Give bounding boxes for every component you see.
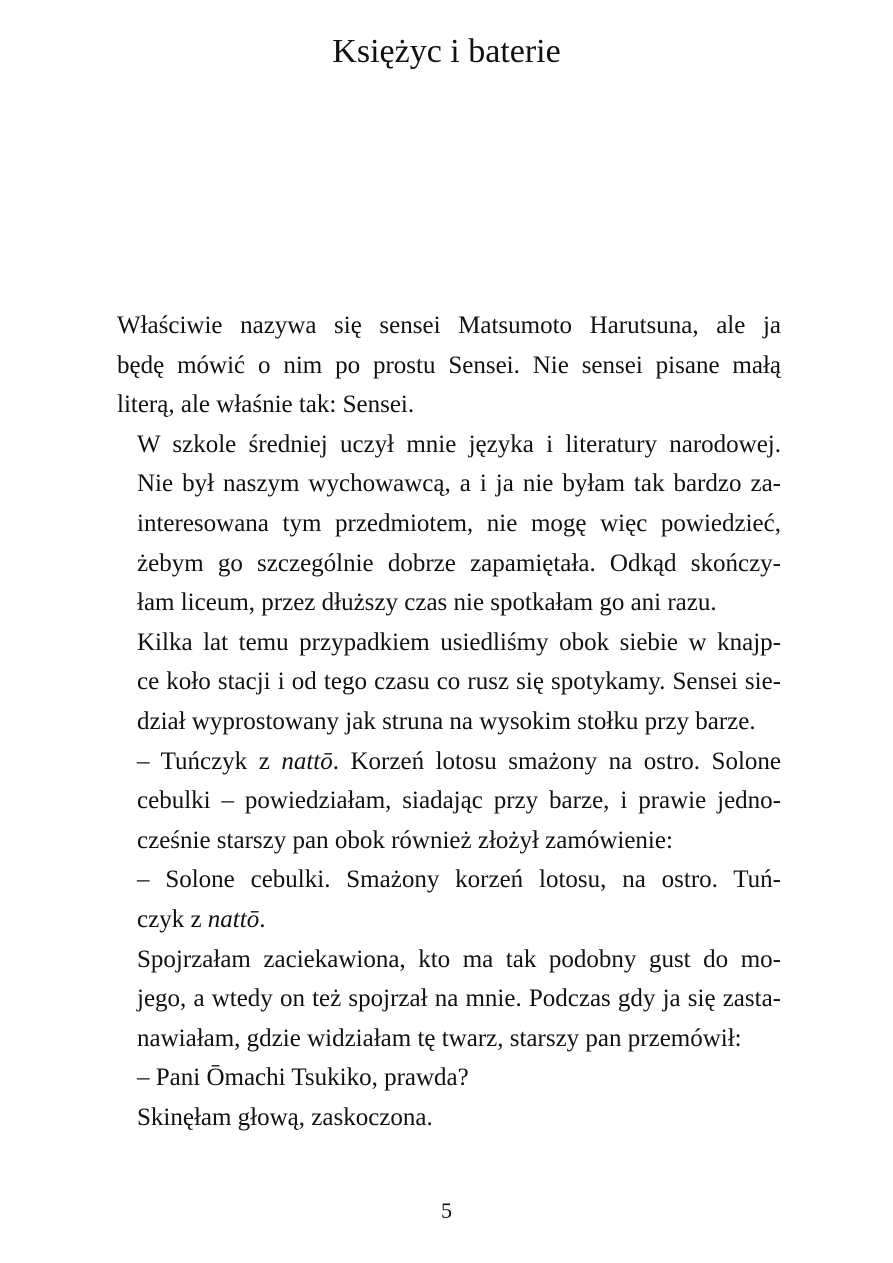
text-run: nawiałam, gdzie widziałam tę twarz, starszy pan przemówił:: [137, 1024, 742, 1052]
text-line: [117, 464, 781, 504]
text-line: [117, 425, 781, 465]
text-run: – Tuńczyk z: [137, 747, 282, 775]
paragraph: [117, 425, 781, 623]
text-line: [117, 623, 781, 663]
text-run: dział wyprostowany jak struna na wysokim stołku przy barze.: [137, 707, 756, 735]
text-line: [117, 385, 781, 425]
text-line: [117, 583, 781, 623]
text-line: [117, 781, 781, 821]
text-run: będę mówić o nim po prostu Sensei. Nie sensei pisane małą: [117, 351, 781, 379]
page-number: 5: [441, 1198, 452, 1223]
text-line: [117, 702, 781, 742]
text-line: [117, 1058, 781, 1098]
text-run: – Pani Ōmachi Tsukiko, prawda?: [137, 1064, 469, 1092]
text-line: [117, 900, 781, 940]
text-run: . Korzeń lotosu smażony na ostro. Solone: [332, 747, 781, 775]
text-line: [117, 979, 781, 1019]
text-line: [117, 662, 781, 702]
paragraph: [117, 1098, 781, 1138]
paragraph: [117, 940, 781, 1059]
text-line: [117, 1019, 781, 1059]
text-run: łam liceum, przez dłuższy czas nie spotkałam go ani razu.: [137, 589, 717, 617]
text-run: Kilka lat temu przypadkiem usiedliśmy obok siebie w knajp-: [137, 628, 781, 656]
text-line: [117, 306, 781, 346]
text-run: Spojrzałam zaciekawiona, kto ma tak podobny gust do mo-: [137, 945, 781, 973]
body-text: [117, 306, 781, 1137]
text-run: – Solone cebulki. Smażony korzeń lotosu, na ostro. Tuń-: [137, 866, 781, 894]
text-line: [117, 742, 781, 782]
paragraph: [117, 1058, 781, 1098]
italic-term: nattō: [207, 905, 260, 933]
text-run: W szkole średniej uczył mnie języka i literatury narodowej.: [137, 430, 781, 458]
text-line: [117, 821, 781, 861]
text-line: [117, 346, 781, 386]
text-run: jego, a wtedy on też spojrzał na mnie. Podczas gdy ja się zasta-: [137, 985, 781, 1013]
text-line: [117, 544, 781, 584]
text-line: [117, 940, 781, 980]
text-run: Skinęłam głową, zaskoczona.: [137, 1103, 433, 1131]
paragraph: [117, 742, 781, 861]
text-run: ce koło stacji i od tego czasu co rusz się spotykamy. Sensei sie-: [137, 668, 781, 696]
paragraph: [117, 306, 781, 425]
text-line: [117, 1098, 781, 1138]
paragraph: [117, 860, 781, 939]
text-run: .: [259, 905, 266, 933]
text-run: literą, ale właśnie tak: Sensei.: [117, 391, 415, 419]
chapter-title: Księżyc i baterie: [332, 33, 561, 70]
paragraph: [117, 623, 781, 742]
text-run: Właściwie nazywa się sensei Matsumoto Harutsuna, ale ja: [117, 312, 781, 339]
italic-term: nattō: [281, 747, 333, 775]
text-run: interesowana tym przedmiotem, nie mogę więc powiedzieć,: [137, 509, 781, 537]
text-line: [117, 504, 781, 544]
text-line: [117, 860, 781, 900]
text-run: Nie był naszym wychowawcą, a i ja nie byłam tak bardzo za-: [137, 470, 781, 498]
text-run: czyk z: [137, 905, 208, 933]
text-run: cebulki – powiedziałam, siadając przy barze, i prawie jedno-: [137, 787, 781, 815]
text-run: żebym go szczególnie dobrze zapamiętała. Odkąd skończy-: [137, 549, 781, 577]
text-run: cześnie starszy pan obok również złożył zamówienie:: [137, 826, 673, 854]
